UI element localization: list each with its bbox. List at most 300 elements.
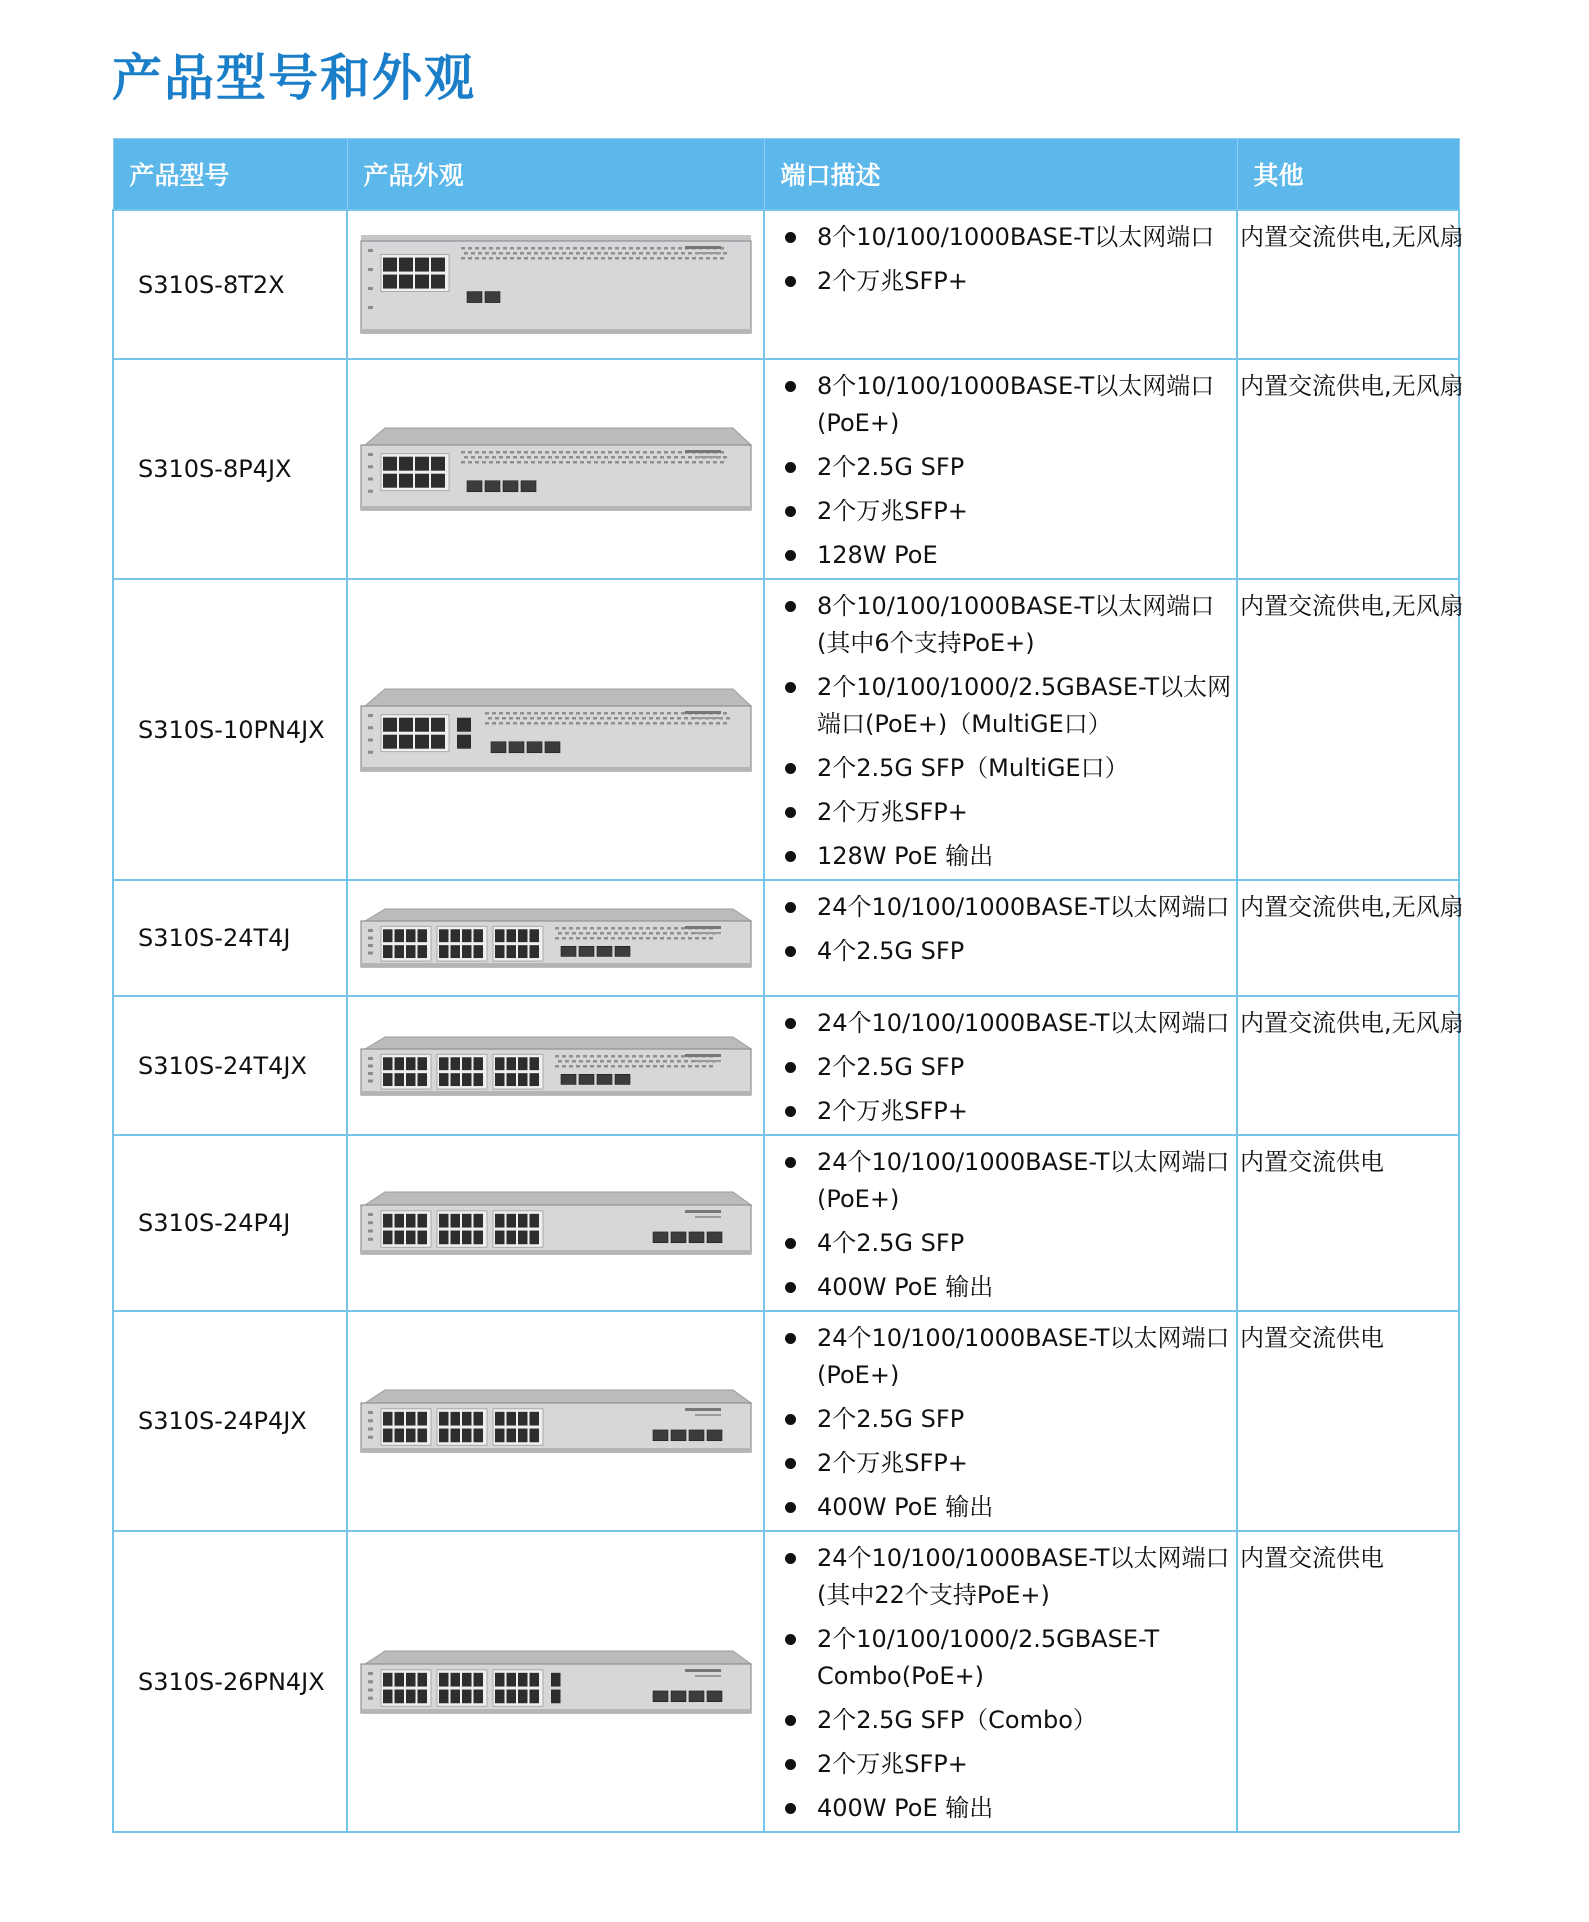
vent-hole bbox=[639, 1065, 643, 1068]
model-cell: S310S-8P4JX bbox=[113, 359, 347, 579]
vent-hole bbox=[646, 937, 650, 940]
rj45-port bbox=[399, 734, 413, 748]
port-list-item: 8个10/100/1000BASE-T以太网端口(PoE+) bbox=[779, 368, 1232, 442]
combo-port bbox=[551, 1672, 561, 1686]
vent-hole bbox=[625, 722, 629, 725]
rj45-port bbox=[473, 1689, 483, 1703]
vent-hole bbox=[642, 717, 646, 720]
rj45-port bbox=[417, 929, 427, 942]
vent-hole bbox=[496, 451, 500, 454]
model-cell: S310S-8T2X bbox=[113, 210, 347, 359]
port-list-item: 24个10/100/1000BASE-T以太网端口(PoE+) bbox=[779, 1144, 1232, 1218]
vent-hole bbox=[485, 712, 489, 715]
chassis-bottom-edge bbox=[361, 767, 751, 771]
rj45-port bbox=[495, 1231, 505, 1245]
vent-hole bbox=[611, 1065, 615, 1068]
vent-hole bbox=[468, 257, 472, 260]
rj45-port bbox=[529, 1231, 539, 1245]
model-cell: S310S-24T4J bbox=[113, 880, 347, 996]
vent-hole bbox=[625, 1065, 629, 1068]
rj45-port bbox=[399, 717, 413, 731]
vent-hole bbox=[657, 461, 661, 464]
header-ports: 端口描述 bbox=[764, 139, 1237, 211]
vent-hole bbox=[663, 1060, 667, 1063]
chassis-bottom-edge bbox=[361, 1448, 751, 1452]
rj45-port bbox=[495, 1672, 505, 1686]
vent-hole bbox=[576, 937, 580, 940]
vent-hole bbox=[636, 247, 640, 250]
rj45-port bbox=[415, 734, 429, 748]
vent-hole bbox=[625, 712, 629, 715]
vent-hole bbox=[622, 451, 626, 454]
sfp-port bbox=[615, 1074, 630, 1084]
vent-hole bbox=[576, 927, 580, 930]
vent-hole bbox=[600, 1060, 604, 1063]
vent-hole bbox=[671, 257, 675, 260]
vent-hole bbox=[604, 722, 608, 725]
vent-hole bbox=[600, 717, 604, 720]
vent-hole bbox=[650, 257, 654, 260]
vent-hole bbox=[684, 932, 688, 935]
combo-port bbox=[457, 734, 471, 748]
other-cell: 内置交流供电,无风扇 bbox=[1237, 996, 1459, 1135]
status-led bbox=[368, 1221, 373, 1224]
status-led bbox=[368, 1230, 373, 1233]
vent-hole bbox=[695, 1065, 699, 1068]
rj45-port bbox=[406, 1214, 416, 1228]
port-list bbox=[765, 1312, 1236, 1530]
port-list-item: 2个万兆SFP+ bbox=[779, 1093, 1232, 1130]
vent-hole bbox=[548, 722, 552, 725]
rj45-port bbox=[415, 717, 429, 731]
appearance-cell bbox=[347, 996, 764, 1135]
model-cell: S310S-24P4J bbox=[113, 1135, 347, 1311]
vent-hole bbox=[506, 456, 510, 459]
vent-hole bbox=[562, 927, 566, 930]
vent-hole bbox=[674, 1055, 678, 1058]
vent-hole bbox=[618, 712, 622, 715]
rj45-port bbox=[529, 1057, 539, 1070]
vent-hole bbox=[681, 722, 685, 725]
rj45-port bbox=[473, 1073, 483, 1086]
rj45-port bbox=[394, 1214, 404, 1228]
rj45-port bbox=[506, 1057, 516, 1070]
port-list-item: 2个10/100/1000/2.5GBASE-T Combo(PoE+) bbox=[779, 1621, 1232, 1695]
rj45-port bbox=[473, 1214, 483, 1228]
rj45-port bbox=[383, 1231, 393, 1245]
vent-hole bbox=[664, 257, 668, 260]
vent-hole bbox=[475, 451, 479, 454]
combo-port bbox=[551, 1689, 561, 1703]
vent-hole bbox=[643, 451, 647, 454]
vent-hole bbox=[628, 932, 632, 935]
rj45-port bbox=[495, 1214, 505, 1228]
vent-hole bbox=[565, 932, 569, 935]
rj45-port bbox=[394, 1412, 404, 1426]
sfp-port bbox=[467, 481, 482, 492]
sfp-port bbox=[653, 1232, 668, 1243]
rj45-port bbox=[462, 1429, 472, 1443]
rj45-port bbox=[406, 945, 416, 958]
vent-hole bbox=[636, 461, 640, 464]
vent-hole bbox=[632, 1055, 636, 1058]
vent-hole bbox=[583, 712, 587, 715]
vent-hole bbox=[601, 257, 605, 260]
status-led bbox=[368, 1079, 373, 1082]
vent-hole bbox=[653, 252, 657, 255]
vent-hole bbox=[649, 932, 653, 935]
vent-hole bbox=[587, 247, 591, 250]
vent-hole bbox=[572, 717, 576, 720]
vent-hole bbox=[548, 456, 552, 459]
vent-hole bbox=[552, 247, 556, 250]
vent-hole bbox=[625, 937, 629, 940]
switch-image bbox=[357, 235, 755, 335]
vent-hole bbox=[583, 937, 587, 940]
vent-hole bbox=[482, 461, 486, 464]
vent-hole bbox=[608, 247, 612, 250]
model-mark bbox=[695, 717, 721, 719]
port-list-item: 2个万兆SFP+ bbox=[779, 1445, 1232, 1482]
vent-hole bbox=[506, 252, 510, 255]
vent-hole bbox=[590, 937, 594, 940]
status-led bbox=[368, 952, 373, 955]
rj45-port bbox=[415, 257, 429, 271]
vent-hole bbox=[562, 712, 566, 715]
vent-hole bbox=[660, 252, 664, 255]
vent-hole bbox=[622, 247, 626, 250]
rj45-port bbox=[417, 1231, 427, 1245]
vent-hole bbox=[499, 456, 503, 459]
vent-hole bbox=[667, 456, 671, 459]
table-row bbox=[113, 1311, 1459, 1531]
rj45-port bbox=[417, 1412, 427, 1426]
vent-hole bbox=[684, 1060, 688, 1063]
vent-hole bbox=[629, 257, 633, 260]
brand-mark bbox=[685, 711, 721, 714]
vent-hole bbox=[541, 722, 545, 725]
rj45-port bbox=[439, 1073, 449, 1086]
vent-hole bbox=[632, 252, 636, 255]
rj45-port bbox=[506, 929, 516, 942]
rj45-port bbox=[383, 1057, 393, 1070]
vent-hole bbox=[615, 247, 619, 250]
vent-hole bbox=[475, 257, 479, 260]
vent-hole bbox=[726, 717, 730, 720]
vent-hole bbox=[618, 252, 622, 255]
vent-hole bbox=[544, 717, 548, 720]
port-list-item: 400W PoE 输出 bbox=[779, 1269, 1232, 1306]
port-list-item: 400W PoE 输出 bbox=[779, 1790, 1232, 1827]
vent-hole bbox=[510, 247, 514, 250]
rj45-port bbox=[450, 945, 460, 958]
vent-hole bbox=[468, 451, 472, 454]
vent-hole bbox=[657, 247, 661, 250]
vent-hole bbox=[674, 252, 678, 255]
vent-hole bbox=[681, 1065, 685, 1068]
vent-hole bbox=[579, 932, 583, 935]
vent-hole bbox=[664, 461, 668, 464]
sfp-port bbox=[579, 1074, 594, 1084]
vent-hole bbox=[534, 712, 538, 715]
vent-hole bbox=[643, 461, 647, 464]
vent-hole bbox=[569, 712, 573, 715]
other-cell: 内置交流供电 bbox=[1237, 1135, 1459, 1311]
rj45-port bbox=[450, 1214, 460, 1228]
vent-hole bbox=[590, 712, 594, 715]
vent-hole bbox=[576, 1065, 580, 1068]
vent-hole bbox=[685, 461, 689, 464]
sfp-port bbox=[521, 481, 536, 492]
vent-hole bbox=[709, 1065, 713, 1068]
vent-hole bbox=[524, 257, 528, 260]
vent-hole bbox=[650, 451, 654, 454]
vent-hole bbox=[667, 712, 671, 715]
model-cell: S310S-26PN4JX bbox=[113, 1531, 347, 1832]
vent-hole bbox=[653, 456, 657, 459]
sfp-port bbox=[671, 1690, 686, 1701]
vent-hole bbox=[664, 451, 668, 454]
vent-hole bbox=[660, 1065, 664, 1068]
rj45-port bbox=[506, 1214, 516, 1228]
status-led bbox=[368, 306, 373, 309]
rj45-port bbox=[506, 1231, 516, 1245]
status-led bbox=[368, 714, 373, 717]
vent-hole bbox=[565, 717, 569, 720]
vent-hole bbox=[590, 1065, 594, 1068]
vent-hole bbox=[513, 712, 517, 715]
rj45-port bbox=[417, 1057, 427, 1070]
status-led bbox=[368, 453, 373, 456]
sfp-port bbox=[707, 1430, 722, 1441]
vent-hole bbox=[538, 257, 542, 260]
rj45-port bbox=[406, 1689, 416, 1703]
brand-mark bbox=[685, 246, 721, 249]
vent-hole bbox=[681, 456, 685, 459]
vent-hole bbox=[604, 1065, 608, 1068]
vent-hole bbox=[618, 1065, 622, 1068]
rj45-port bbox=[431, 257, 445, 271]
vent-hole bbox=[488, 717, 492, 720]
vent-hole bbox=[713, 461, 717, 464]
rj45-port bbox=[529, 929, 539, 942]
vent-hole bbox=[545, 451, 549, 454]
rj45-port bbox=[450, 1073, 460, 1086]
rj45-port bbox=[439, 1429, 449, 1443]
rj45-port bbox=[394, 1429, 404, 1443]
vent-hole bbox=[555, 927, 559, 930]
rj45-port bbox=[431, 734, 445, 748]
vent-hole bbox=[524, 461, 528, 464]
rj45-port bbox=[462, 1412, 472, 1426]
rj45-port bbox=[439, 945, 449, 958]
vent-hole bbox=[664, 247, 668, 250]
vent-hole bbox=[657, 257, 661, 260]
rj45-port bbox=[518, 1412, 528, 1426]
vent-hole bbox=[597, 722, 601, 725]
vent-hole bbox=[625, 927, 629, 930]
chassis-top bbox=[365, 1192, 751, 1205]
vent-hole bbox=[692, 257, 696, 260]
port-list bbox=[765, 881, 1236, 974]
vent-hole bbox=[524, 451, 528, 454]
vent-hole bbox=[622, 257, 626, 260]
combo-port bbox=[457, 717, 471, 731]
switch-image bbox=[357, 426, 755, 512]
vent-hole bbox=[629, 247, 633, 250]
sfp-port bbox=[561, 946, 576, 956]
model-mark bbox=[695, 1675, 721, 1677]
vent-hole bbox=[573, 461, 577, 464]
vent-hole bbox=[489, 461, 493, 464]
vent-hole bbox=[510, 257, 514, 260]
vent-hole bbox=[580, 257, 584, 260]
rj45-port bbox=[518, 1689, 528, 1703]
vent-hole bbox=[559, 247, 563, 250]
table-row bbox=[113, 996, 1459, 1135]
vent-hole bbox=[495, 717, 499, 720]
rj45-port bbox=[383, 1672, 393, 1686]
vent-hole bbox=[545, 461, 549, 464]
port-list-item: 128W PoE 输出 bbox=[779, 838, 1232, 875]
vent-hole bbox=[639, 1055, 643, 1058]
other-cell: 内置交流供电,无风扇 bbox=[1237, 210, 1459, 359]
vent-hole bbox=[674, 1065, 678, 1068]
vent-hole bbox=[513, 722, 517, 725]
sfp-port bbox=[689, 1690, 704, 1701]
chassis-top bbox=[361, 235, 751, 241]
vent-hole bbox=[475, 247, 479, 250]
vent-hole bbox=[632, 456, 636, 459]
rj45-port bbox=[417, 1073, 427, 1086]
rj45-port bbox=[383, 1689, 393, 1703]
vent-hole bbox=[615, 451, 619, 454]
rj45-port bbox=[394, 1231, 404, 1245]
vent-hole bbox=[667, 1055, 671, 1058]
rj45-port bbox=[383, 257, 397, 271]
other-cell: 内置交流供电,无风扇 bbox=[1237, 359, 1459, 579]
vent-hole bbox=[482, 257, 486, 260]
vent-hole bbox=[670, 932, 674, 935]
vent-hole bbox=[660, 927, 664, 930]
rj45-port bbox=[417, 1429, 427, 1443]
rj45-port bbox=[383, 457, 397, 471]
vent-hole bbox=[642, 932, 646, 935]
vent-hole bbox=[614, 717, 618, 720]
model-mark bbox=[695, 1414, 721, 1416]
vent-hole bbox=[660, 712, 664, 715]
vent-hole bbox=[489, 247, 493, 250]
vent-hole bbox=[611, 1055, 615, 1058]
vent-hole bbox=[569, 927, 573, 930]
rj45-port bbox=[399, 274, 413, 288]
vent-hole bbox=[562, 252, 566, 255]
rj45-port bbox=[529, 1073, 539, 1086]
vent-hole bbox=[531, 461, 535, 464]
vent-hole bbox=[548, 712, 552, 715]
port-description-cell bbox=[764, 359, 1237, 579]
vent-hole bbox=[594, 461, 598, 464]
chassis-bottom-edge bbox=[361, 1250, 751, 1254]
vent-hole bbox=[601, 461, 605, 464]
other-cell: 内置交流供电,无风扇 bbox=[1237, 579, 1459, 880]
port-list-item: 2个万兆SFP+ bbox=[779, 493, 1232, 530]
appearance-cell bbox=[347, 1531, 764, 1832]
vent-hole bbox=[576, 252, 580, 255]
vent-hole bbox=[496, 257, 500, 260]
rj45-port bbox=[394, 1689, 404, 1703]
vent-hole bbox=[545, 257, 549, 260]
sfp-port bbox=[503, 481, 518, 492]
vent-hole bbox=[681, 927, 685, 930]
vent-hole bbox=[632, 722, 636, 725]
sfp-port bbox=[485, 481, 500, 492]
sfp-port bbox=[653, 1430, 668, 1441]
vent-hole bbox=[622, 461, 626, 464]
vent-hole bbox=[678, 247, 682, 250]
rj45-port bbox=[529, 1689, 539, 1703]
vent-hole bbox=[639, 722, 643, 725]
vent-hole bbox=[678, 461, 682, 464]
vent-hole bbox=[471, 252, 475, 255]
vent-hole bbox=[628, 1060, 632, 1063]
vent-hole bbox=[587, 461, 591, 464]
vent-hole bbox=[723, 252, 727, 255]
vent-hole bbox=[604, 252, 608, 255]
vent-hole bbox=[569, 456, 573, 459]
vent-hole bbox=[667, 252, 671, 255]
vent-hole bbox=[573, 257, 577, 260]
vent-hole bbox=[632, 937, 636, 940]
chassis-bottom-edge bbox=[361, 506, 751, 510]
vent-hole bbox=[692, 461, 696, 464]
brand-mark bbox=[685, 1408, 721, 1411]
vent-hole bbox=[691, 1060, 695, 1063]
status-led bbox=[368, 1680, 373, 1683]
rj45-port bbox=[462, 1073, 472, 1086]
vent-hole bbox=[579, 1060, 583, 1063]
vent-hole bbox=[461, 257, 465, 260]
vent-hole bbox=[614, 932, 618, 935]
vent-hole bbox=[566, 461, 570, 464]
vent-hole bbox=[597, 1055, 601, 1058]
status-led bbox=[368, 490, 373, 493]
vent-hole bbox=[614, 1060, 618, 1063]
status-led bbox=[368, 465, 373, 468]
vent-hole bbox=[685, 257, 689, 260]
vent-hole bbox=[506, 722, 510, 725]
port-list bbox=[765, 1136, 1236, 1310]
vent-hole bbox=[709, 722, 713, 725]
vent-hole bbox=[559, 257, 563, 260]
rj45-port bbox=[450, 1429, 460, 1443]
rj45-port bbox=[415, 474, 429, 488]
vent-hole bbox=[572, 1060, 576, 1063]
vent-hole bbox=[499, 252, 503, 255]
appearance-cell bbox=[347, 210, 764, 359]
vent-hole bbox=[569, 937, 573, 940]
rj45-port bbox=[415, 274, 429, 288]
vent-hole bbox=[706, 461, 710, 464]
table-row bbox=[113, 880, 1459, 996]
vent-hole bbox=[583, 1055, 587, 1058]
status-led bbox=[368, 1072, 373, 1075]
status-led bbox=[368, 929, 373, 932]
port-list bbox=[765, 580, 1236, 879]
vent-hole bbox=[573, 247, 577, 250]
rj45-port bbox=[529, 1429, 539, 1443]
rj45-port bbox=[473, 1672, 483, 1686]
